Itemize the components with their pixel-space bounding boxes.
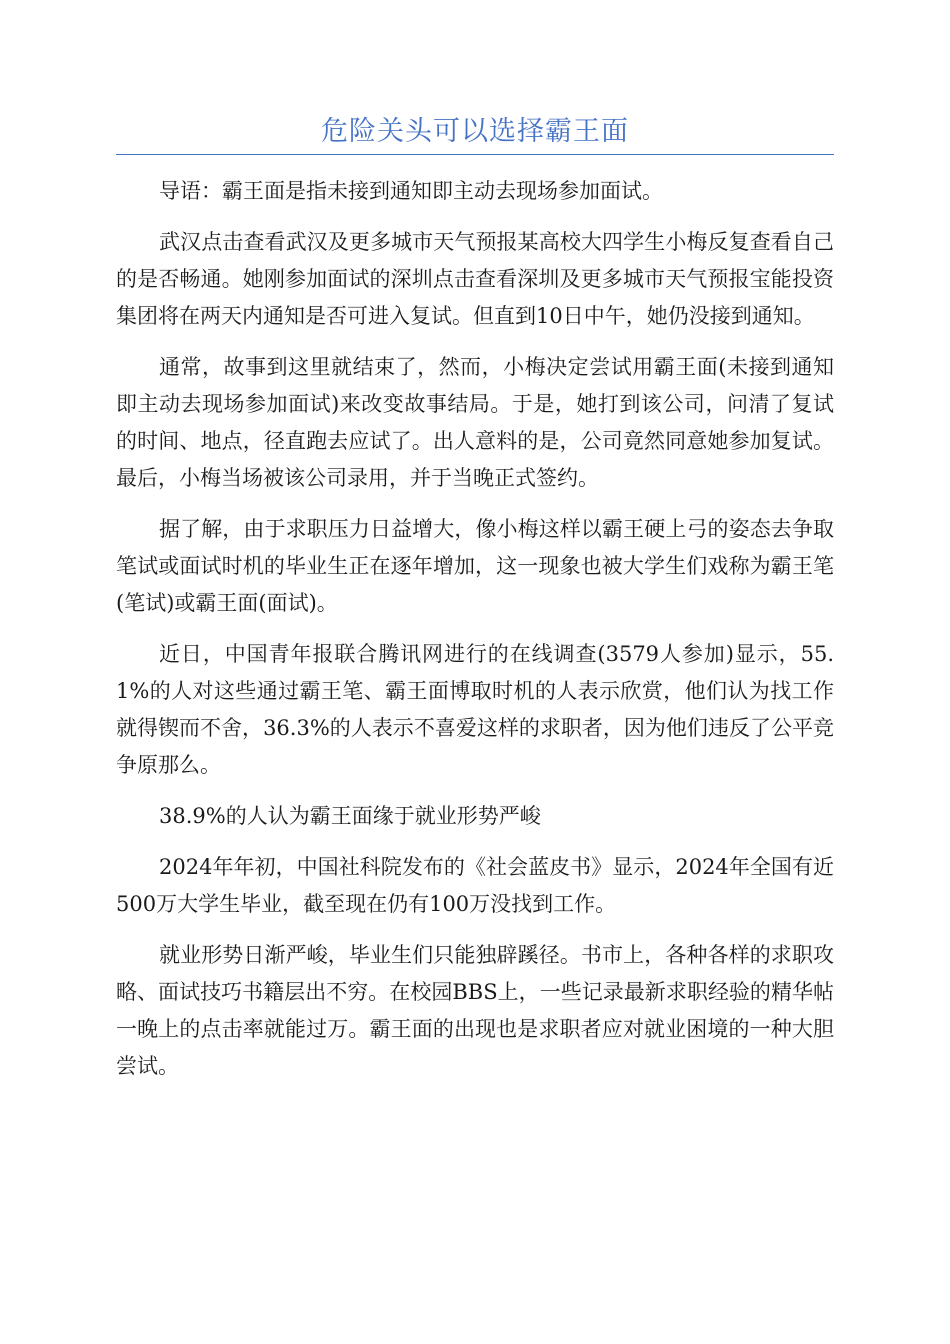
document-body [116,173,834,1099]
document-title: 危险关头可以选择霸王面 [321,116,629,147]
paragraph-lead: 导语：霸王面是指未接到通知即主动去现场参加面试。 [159,179,663,203]
paragraph: 近日，中国青年报联合腾讯网进行的在线调查(3579人参加)显示，55.1%的人对这些通过霸王笔、霸王面博取时机的人表示欣赏，他们认为找工作就得锲而不舍，36.3%的人表示不喜爱这样的求职者，因为他们违反了公平竞争原那么。 [116,642,834,777]
title-underline [116,154,834,155]
paragraph: 武汉点击查看武汉及更多城市天气预报某高校大四学生小梅反复查看自己的是否畅通。她刚参加面试的深圳点击查看深圳及更多城市天气预报宝能投资集团将在两天内通知是否可进入复试。但直到10日中午，她仍没接到通知。 [116,230,834,328]
paragraph: 2024年年初，中国社科院发布的《社会蓝皮书》显示，2024年全国有近500万大学生毕业，截至现在仍有100万没找到工作。 [116,855,834,916]
paragraph: 就业形势日渐严峻，毕业生们只能独辟蹊径。书市上，各种各样的求职攻略、面试技巧书籍层出不穷。在校园BBS上，一些记录最新求职经验的精华帖一晚上的点击率就能过万。霸王面的出现也是求职者应对就业困境的一种大胆尝试。 [116,943,834,1078]
paragraph: 通常，故事到这里就结束了，然而，小梅决定尝试用霸王面(未接到通知即主动去现场参加面试)来改变故事结局。于是，她打到该公司，问清了复试的时间、地点，径直跑去应试了。出人意料的是，公司竟然同意她参加复试。最后，小梅当场被该公司录用，并于当晚正式签约。 [116,355,834,490]
section-heading: 38.9%的人认为霸王面缘于就业形势严峻 [159,804,541,828]
paragraph: 据了解，由于求职压力日益增大，像小梅这样以霸王硬上弓的姿态去争取笔试或面试时机的毕业生正在逐年增加，这一现象也被大学生们戏称为霸王笔(笔试)或霸王面(面试)。 [116,517,834,615]
